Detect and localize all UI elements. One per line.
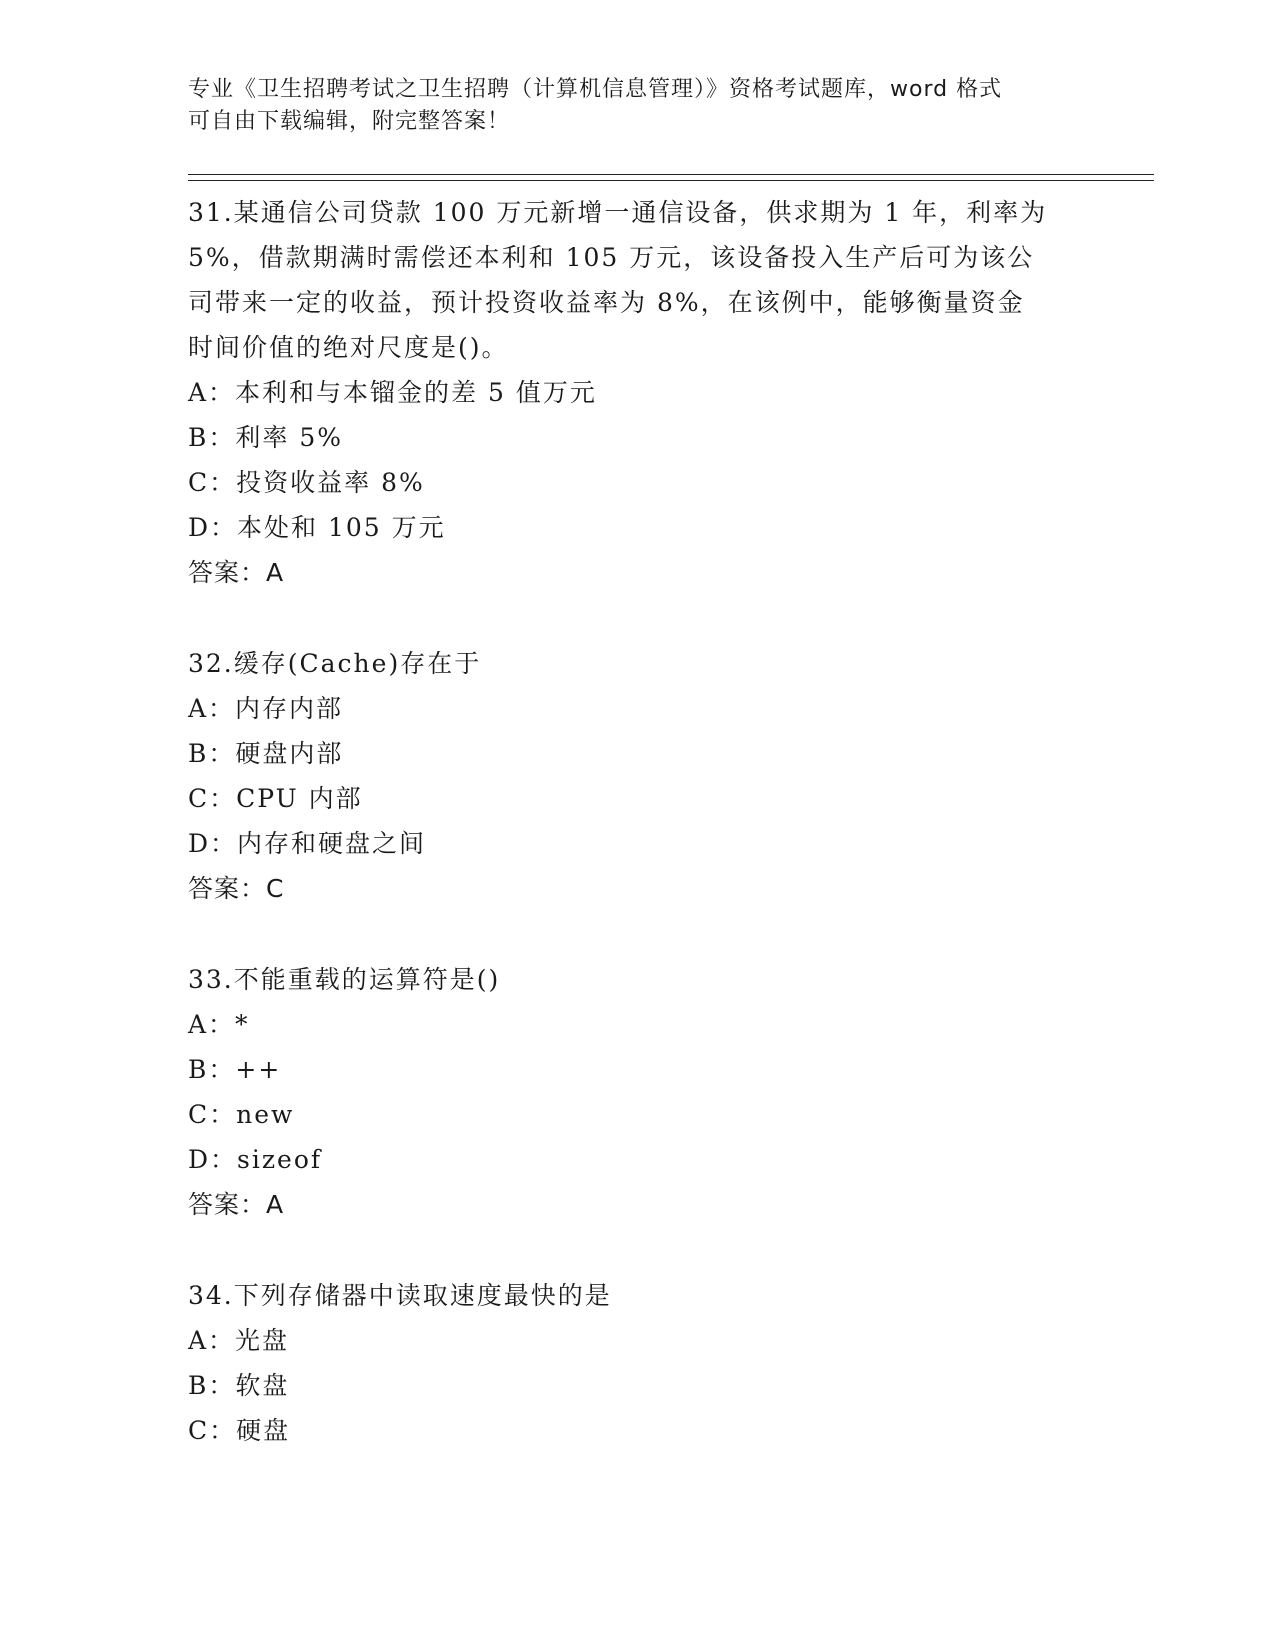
stem-line: 5%，借款期满时需偿还本利和 105 万元，该设备投入生产后可为该公 — [188, 243, 1035, 272]
stem-line: 31.某通信公司贷款 100 万元新增一通信设备，供求期为 1 年，利率为 — [188, 198, 1048, 227]
option-b: B：利率 5% — [188, 423, 343, 452]
option-d: D：本处和 105 万元 — [188, 513, 446, 542]
answer-line: 答案：A — [188, 558, 285, 587]
stem-line: 32.缓存(Cache)存在于 — [188, 649, 482, 678]
option-c: C：new — [188, 1100, 295, 1129]
stem-line: 33.不能重载的运算符是() — [188, 965, 501, 994]
question-stem — [188, 957, 1088, 1002]
question-32 — [188, 641, 1088, 911]
header-line-1: 专业《卫生招聘考试之卫生招聘（计算机信息管理）》资格考试题库，word 格式 — [188, 77, 1003, 102]
option-b: B：软盘 — [188, 1371, 290, 1400]
stem-line: 时间价值的绝对尺度是()。 — [188, 333, 509, 362]
question-33 — [188, 957, 1088, 1227]
option-d: D：sizeof — [188, 1145, 323, 1174]
stem-line: 司带来一定的收益，预计投资收益率为 8%，在该例中，能够衡量资金 — [188, 288, 1025, 317]
stem-line: 34.下列存储器中读取速度最快的是 — [188, 1281, 612, 1310]
header-divider-top — [188, 174, 1154, 175]
answer-line: 答案：A — [188, 1190, 285, 1219]
option-a: A：* — [188, 1010, 250, 1039]
option-d: D：内存和硬盘之间 — [188, 829, 427, 858]
question-31 — [188, 190, 1088, 595]
option-c: C：硬盘 — [188, 1416, 291, 1445]
document-header — [188, 74, 1068, 138]
option-a: A：光盘 — [188, 1326, 290, 1355]
option-b: B：硬盘内部 — [188, 739, 344, 768]
option-a: A：内存内部 — [188, 694, 344, 723]
answer-line: 答案：C — [188, 874, 285, 903]
option-c: C：CPU 内部 — [188, 784, 363, 813]
question-stem — [188, 190, 1088, 370]
header-divider-bottom — [188, 180, 1154, 181]
option-b: B：++ — [188, 1055, 282, 1084]
question-list — [188, 190, 1088, 1499]
option-c: C：投资收益率 8% — [188, 468, 425, 497]
question-stem — [188, 1273, 1088, 1318]
header-line-2: 可自由下载编辑，附完整答案！ — [188, 109, 511, 134]
question-34 — [188, 1273, 1088, 1453]
option-a: A：本利和与本镏金的差 5 值万元 — [188, 378, 597, 407]
question-stem — [188, 641, 1088, 686]
